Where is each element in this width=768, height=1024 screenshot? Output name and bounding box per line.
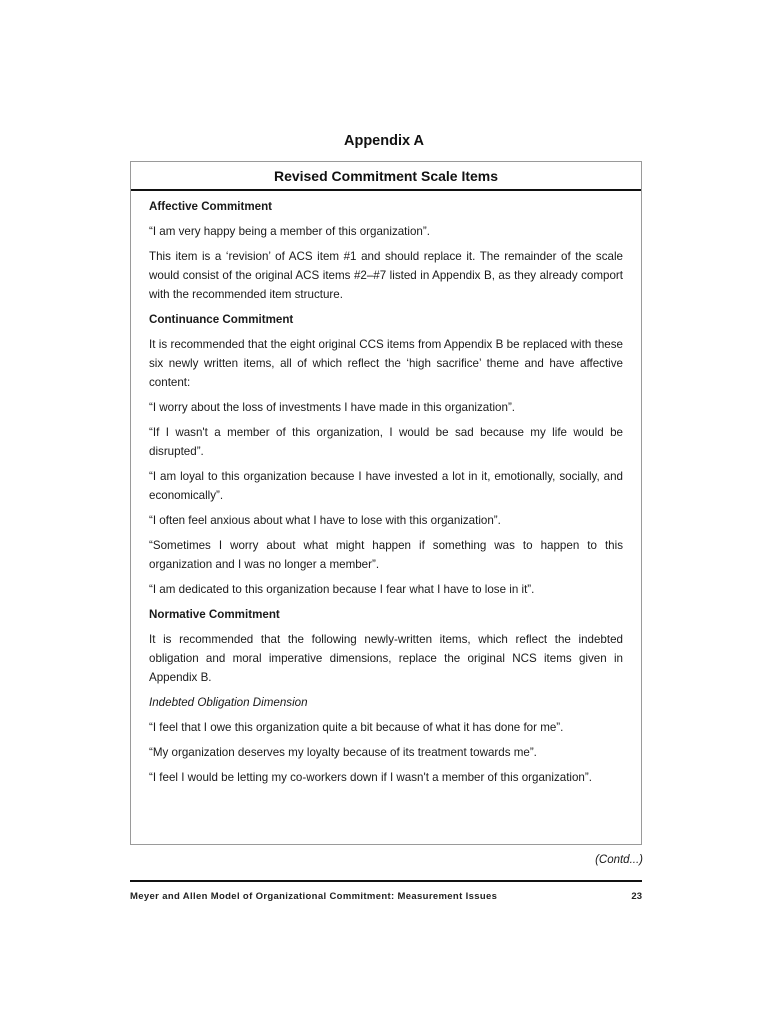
continuance-intro: It is recommended that the eight original CCS items from Appendix B be replaced with these six newly written items, all of which reflect the ‘high sacrifice’ theme and have affective content: [149,338,623,389]
affective-item: “I am very happy being a member of this organization”. [149,225,430,238]
box-body [131,191,641,787]
scale-items-box [130,161,642,845]
section-heading-normative: Normative Commitment [149,608,280,621]
running-footer: Meyer and Allen Model of Organizational Commitment: Measurement Issues [130,891,498,902]
section-heading-affective: Affective Commitment [149,200,273,213]
continuance-item: “If I wasn't a member of this organization, I would be sad because my life would be disrupted”. [149,426,623,458]
section-heading-indebted-obligation: Indebted Obligation Dimension [149,696,308,709]
normative-intro: It is recommended that the following newly-written items, which reflect the indebted obligation and moral imperative dimensions, replace the original NCS items given in Appendix B. [149,633,623,684]
indebted-item: “My organization deserves my loyalty because of its treatment towards me”. [149,746,537,759]
appendix-title: Appendix A [343,133,425,149]
continuance-item: “I worry about the loss of investments I have made in this organization”. [149,401,516,414]
continuance-item: “Sometimes I worry about what might happen if something was to happen to this organization and I was no longer a member”. [149,539,623,571]
continuance-item: “I am dedicated to this organization because I fear what I have to lose in it”. [149,583,535,596]
indebted-item: “I feel I would be letting my co-workers down if I wasn't a member of this organization”. [149,771,592,784]
footer-rule [130,880,642,882]
continued-label: (Contd...) [595,854,643,866]
section-heading-continuance: Continuance Commitment [149,313,294,326]
continuance-item: “I often feel anxious about what I have to lose with this organization”. [149,514,501,527]
affective-note: This item is a ‘revision’ of ACS item #1 and should replace it. The remainder of the scale would consist of the original ACS items #2–#7 listed in Appendix B, as they already comport with the recommended item structure. [149,250,623,301]
continuance-item: “I am loyal to this organization because I have invested a lot in it, emotionally, socially, and economically”. [149,470,623,502]
indebted-item: “I feel that I owe this organization quite a bit because of what it has done for me”. [149,721,564,734]
box-title: Revised Commitment Scale Items [131,162,641,191]
page-number: 23 [631,891,642,902]
